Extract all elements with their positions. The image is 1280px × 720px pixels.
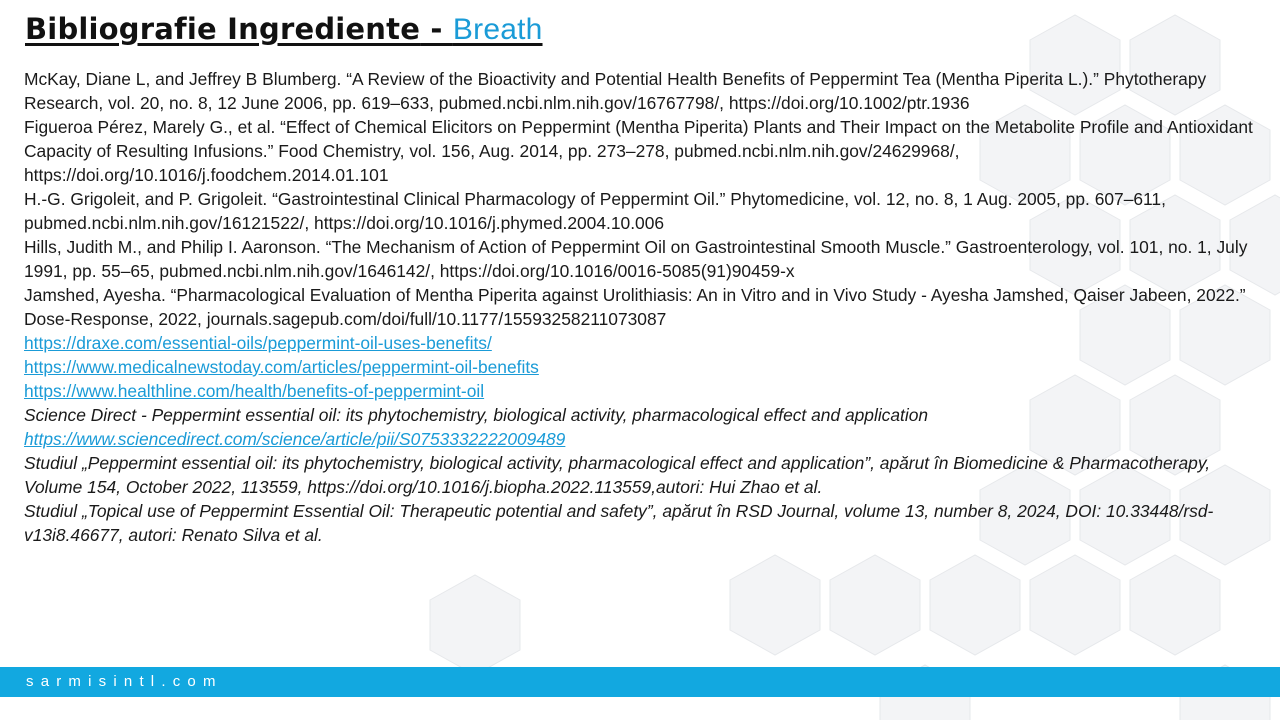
reference-link-item [24,379,1272,403]
study-reference: Studiul „Topical use of Peppermint Essential Oil: Therapeutic potential and safety”, apărut în RSD Journal, volume 13, number 8, 2024, DOI: 10.33448/rsd-v13i8.46677, autori: Renato Silva et al. [24,501,1214,545]
medicalnewstoday-link[interactable]: https://www.medicalnewstoday.com/articles/peppermint-oil-benefits [24,357,539,377]
title-separator: - [420,12,453,46]
draxe-link[interactable]: https://draxe.com/essential-oils/peppermint-oil-uses-benefits/ [24,333,492,353]
page-title [25,12,543,47]
reference-item: McKay, Diane L, and Jeffrey B Blumberg. “A Review of the Bioactivity and Potential Health Benefits of Peppermint Tea (Mentha Piperita L.).” Phytotherapy Research, vol. 20, no. 8, 12 June 2006, pp. 619–633, pubmed.ncbi.nlm.nih.gov/16767798/, https://doi.org/10.1002/ptr.1936 [24,69,1207,113]
study-reference: Studiul „Peppermint essential oil: its phytochemistry, biological activity, pharmacological effect and application”, apărut în Biomedicine & Pharmacotherapy, Volume 154, October 2022, 113559, https://doi.org/10.1016/j.biopha.2022.113559,autori: Hui Zhao et al. [24,453,1211,497]
sciencedirect-link[interactable]: https://www.sciencedirect.com/science/article/pii/S0753332222009489 [24,429,566,449]
title-breath-link[interactable]: Breath [452,13,543,46]
title-main: Bibliografie Ingrediente [25,12,421,46]
reference-link-item [24,331,1272,355]
reference-link-item [24,427,1272,451]
reference-item: Figueroa Pérez, Marely G., et al. “Effect of Chemical Elicitors on Peppermint (Mentha Piperita) Plants and Their Impact on the Metabolite Profile and Antioxidant Capacity of Resulting Infusions.” Food Chemistry, vol. 156, Aug. 2014, pp. 273–278, pubmed.ncbi.nlm.nih.gov/24629968/, https://doi.org/10.1016/j.foodchem.2014.01.101 [24,117,1253,185]
footer-website: sarmisintl.com [26,673,223,690]
science-direct-reference: Science Direct - Peppermint essential oil: its phytochemistry, biological activity, pharmacological effect and application [24,405,929,425]
healthline-link[interactable]: https://www.healthline.com/health/benefits-of-peppermint-oil [24,381,485,401]
reference-item: Hills, Judith M., and Philip I. Aaronson. “The Mechanism of Action of Peppermint Oil on Gastrointestinal Smooth Muscle.” Gastroenterology, vol. 101, no. 1, July 1991, pp. 55–65, pubmed.ncbi.nlm.nih.gov/1646142/, https://doi.org/10.1016/0016-5085(91)90459-x [24,237,1248,281]
reference-link-item [24,355,1272,379]
reference-item: H.-G. Grigoleit, and P. Grigoleit. “Gastrointestinal Clinical Pharmacology of Peppermint Oil.” Phytomedicine, vol. 12, no. 8, 1 Aug. 2005, pp. 607–611, pubmed.ncbi.nlm.nih.gov/16121522/, https://doi.org/10.1016/j.phymed.2004.10.006 [24,189,1166,233]
bibliography-list [24,67,1272,547]
footer-bar [0,667,1280,697]
reference-item: Jamshed, Ayesha. “Pharmacological Evaluation of Mentha Piperita against Urolithiasis: An in Vitro and in Vivo Study - Ayesha Jamshed, Qaiser Jabeen, 2022.” Dose-Response, 2022, journals.sagepub.com/doi/full/10.1177/15593258211073087 [24,285,1246,329]
